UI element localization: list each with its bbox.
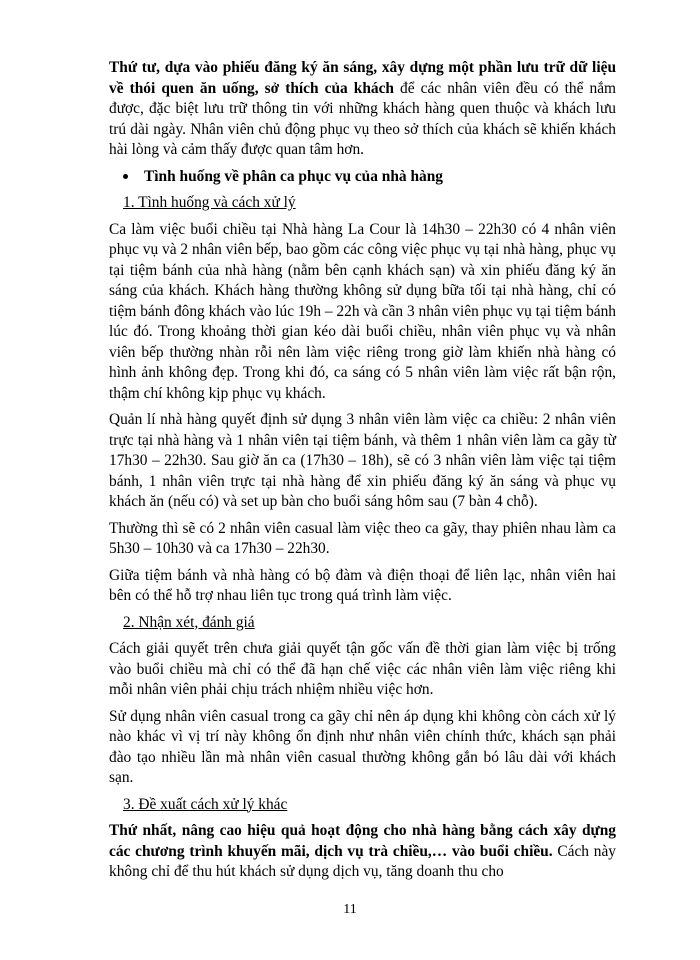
paragraph-casual-evaluation: Sử dụng nhân viên casual trong ca gãy chỉ nên áp dụng khi không còn cách xử lý nào khác vì vị trí này không ổn định như nhân viên chính thức, khách sạn phải đào tạo nhiều lần mà nhân viên casual thường không gắn bó lâu dài với khách sạn. [109, 707, 616, 786]
bullet-heading [109, 167, 616, 188]
section-heading-3: 3. Đề xuất cách xử lý khác [123, 795, 288, 813]
page-number: 11 [343, 902, 357, 917]
paragraph-situation: Ca làm việc buổi chiều tại Nhà hàng La Cour là 14h30 – 22h30 có 4 nhân viên phục vụ và 2 nhân viên bếp, bao gồm các công việc phục vụ tại nhà hàng, phục vụ tại tiệm bánh của nhà hàng (nằm bên cạnh khách sạn) và xin phiếu đăng ký ăn sáng của khách. Khách hàng thường không sử dụng bữa tối tại nhà hàng, chỉ có tiệm bánh đông khách vào lúc 19h – 22h và cần 3 nhân viên phục vụ tại tiệm bánh lúc đó. Trong khoảng thời gian kéo dài buổi chiều, nhân viên phục vụ và nhân viên bếp thường nhàn rỗi nên làm việc riêng trong giờ làm khiến nhà hàng có hình ảnh không đẹp. Trong khi đó, ca sáng có 5 nhân viên làm việc rất bận rộn, thậm chí không kịp phục vụ khách. [109, 220, 616, 402]
document-page [109, 58, 616, 883]
paragraph-text: để các nhân viên đều có thể nắm được, đặc biệt lưu trữ thông tin với những khách hàng quen thuộc và khách lưu trú dài ngày. Nhân viên chủ động phục vụ theo sở thích của khách sẽ khiến khách hài lòng và cảm thấy được quan tâm hơn. [109, 79, 616, 158]
bullet-icon [123, 174, 128, 179]
paragraph-fourth-point [109, 58, 616, 161]
paragraph-casual-staff: Thường thì sẽ có 2 nhân viên casual làm việc theo ca gãy, thay phiên nhau làm ca 5h30 – 10h30 và ca 17h30 – 22h30. [109, 519, 616, 557]
paragraph-bold-lead: Thứ tư, dựa vào phiếu đăng ký ăn sáng, xây dựng một phần lưu trữ dữ liệu về thói quen ăn uống, sở thích của khách [109, 59, 616, 97]
section-heading-1: 1. Tình huống và cách xử lý [123, 194, 296, 211]
paragraph-evaluation: Cách giải quyết trên chưa giải quyết tận gốc vấn đề thời gian làm việc bị trống vào buổi chiều mà chỉ có thể đã hạn chế việc các nhân viên làm việc riêng khi mỗi nhân viên phải chịu trách nhiệm nhiều việc hơn. [109, 640, 616, 698]
section-heading-2: 2. Nhận xét, đánh giá [123, 613, 255, 631]
bullet-heading-text: Tình huống về phân ca phục vụ của nhà hàng [144, 167, 443, 185]
paragraph-bold-proposal: nâng cao hiệu quả hoạt động cho nhà hàng bằng cách xây dựng các chương trình khuyến mãi, dịch vụ trà chiều,… vào buổi chiều. [109, 822, 616, 860]
paragraph-communication: Giữa tiệm bánh và nhà hàng có bộ đàm và điện thoại để liên lạc, nhân viên hai bên có thể hỗ trợ nhau liên tục trong quá trình làm việc. [109, 566, 616, 604]
paragraph-manager-decision: Quản lí nhà hàng quyết định sử dụng 3 nhân viên làm việc ca chiều: 2 nhân viên trực tại nhà hàng và 1 nhân viên tại tiệm bánh, và thêm 1 nhân viên làm ca gãy từ 17h30 – 22h30. Sau giờ ăn ca (17h30 – 18h), sẽ có 3 nhân viên làm việc tại tiệm bánh, 1 nhân viên trực tại nhà hàng để xin phiếu đăng ký ăn sáng và phục vụ khách ăn (nếu có) và set up bàn cho buổi sáng hôm sau (7 bàn 4 chỗ). [109, 411, 616, 510]
paragraph-proposal [109, 821, 616, 883]
paragraph-lead: Thứ nhất, [109, 822, 182, 839]
paragraph-text: Cách này không chỉ để thu hút khách sử dụng dịch vụ, tăng doanh thu cho [109, 842, 616, 880]
